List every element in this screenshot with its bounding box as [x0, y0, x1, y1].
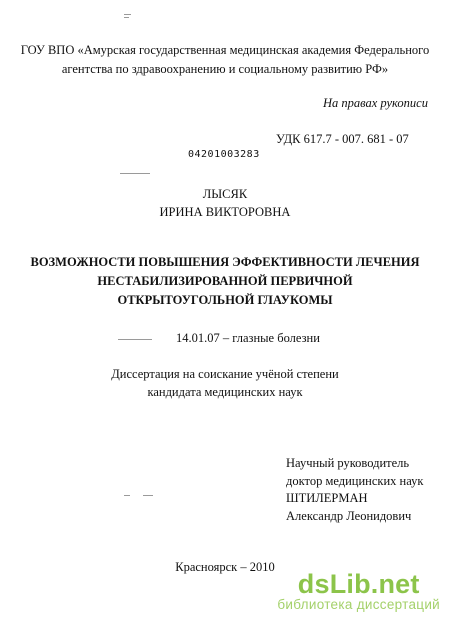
- title-line-1: ВОЗМОЖНОСТИ ПОВЫШЕНИЯ ЭФФЕКТИВНОСТИ ЛЕЧЕНИЯ: [30, 255, 420, 269]
- supervisor-surname: ШТИЛЕРМАН: [286, 491, 368, 505]
- scan-mark: [124, 17, 129, 18]
- supervisor-label: Научный руководитель: [286, 456, 410, 470]
- watermark-subtitle: библиотека диссертаций: [277, 597, 440, 612]
- title-line-2: НЕСТАБИЛИЗИРОВАННОЙ ПЕРВИЧНОЙ: [97, 274, 353, 288]
- scan-mark: [124, 14, 131, 15]
- degree-line-1: Диссертация на соискание учёной степени: [111, 367, 339, 381]
- degree-line-2: кандидата медицинских наук: [147, 385, 303, 399]
- udk-code: УДК 617.7 - 007. 681 - 07: [276, 132, 409, 146]
- institution-line-2: агентства по здравоохранению и социальному развитию РФ»: [61, 62, 389, 76]
- watermark-logo: dsLib.net: [297, 569, 420, 599]
- title-line-3: ОТКРЫТОУГОЛЬНОЙ ГЛАУКОМЫ: [117, 293, 333, 307]
- manuscript-note: На правах рукописи: [323, 96, 428, 110]
- specialty: 14.01.07 – глазные болезни: [176, 331, 320, 345]
- scan-mark: [118, 339, 152, 340]
- watermark: [277, 569, 440, 612]
- institution-line-1: ГОУ ВПО «Амурская государственная медицинская академия Федерального: [20, 43, 430, 57]
- stamp-number: 04201003283: [188, 149, 260, 160]
- footer-city-year: Красноярск – 2010: [175, 560, 275, 574]
- scan-mark: [124, 495, 130, 496]
- supervisor-name: Александр Леонидович: [286, 509, 412, 523]
- author-name: ИРИНА ВИКТОРОВНА: [159, 205, 291, 219]
- author-surname: ЛЫСЯК: [202, 187, 248, 201]
- scan-mark: [143, 495, 153, 496]
- scan-mark: [120, 173, 150, 174]
- supervisor-degree: доктор медицинских наук: [286, 474, 424, 488]
